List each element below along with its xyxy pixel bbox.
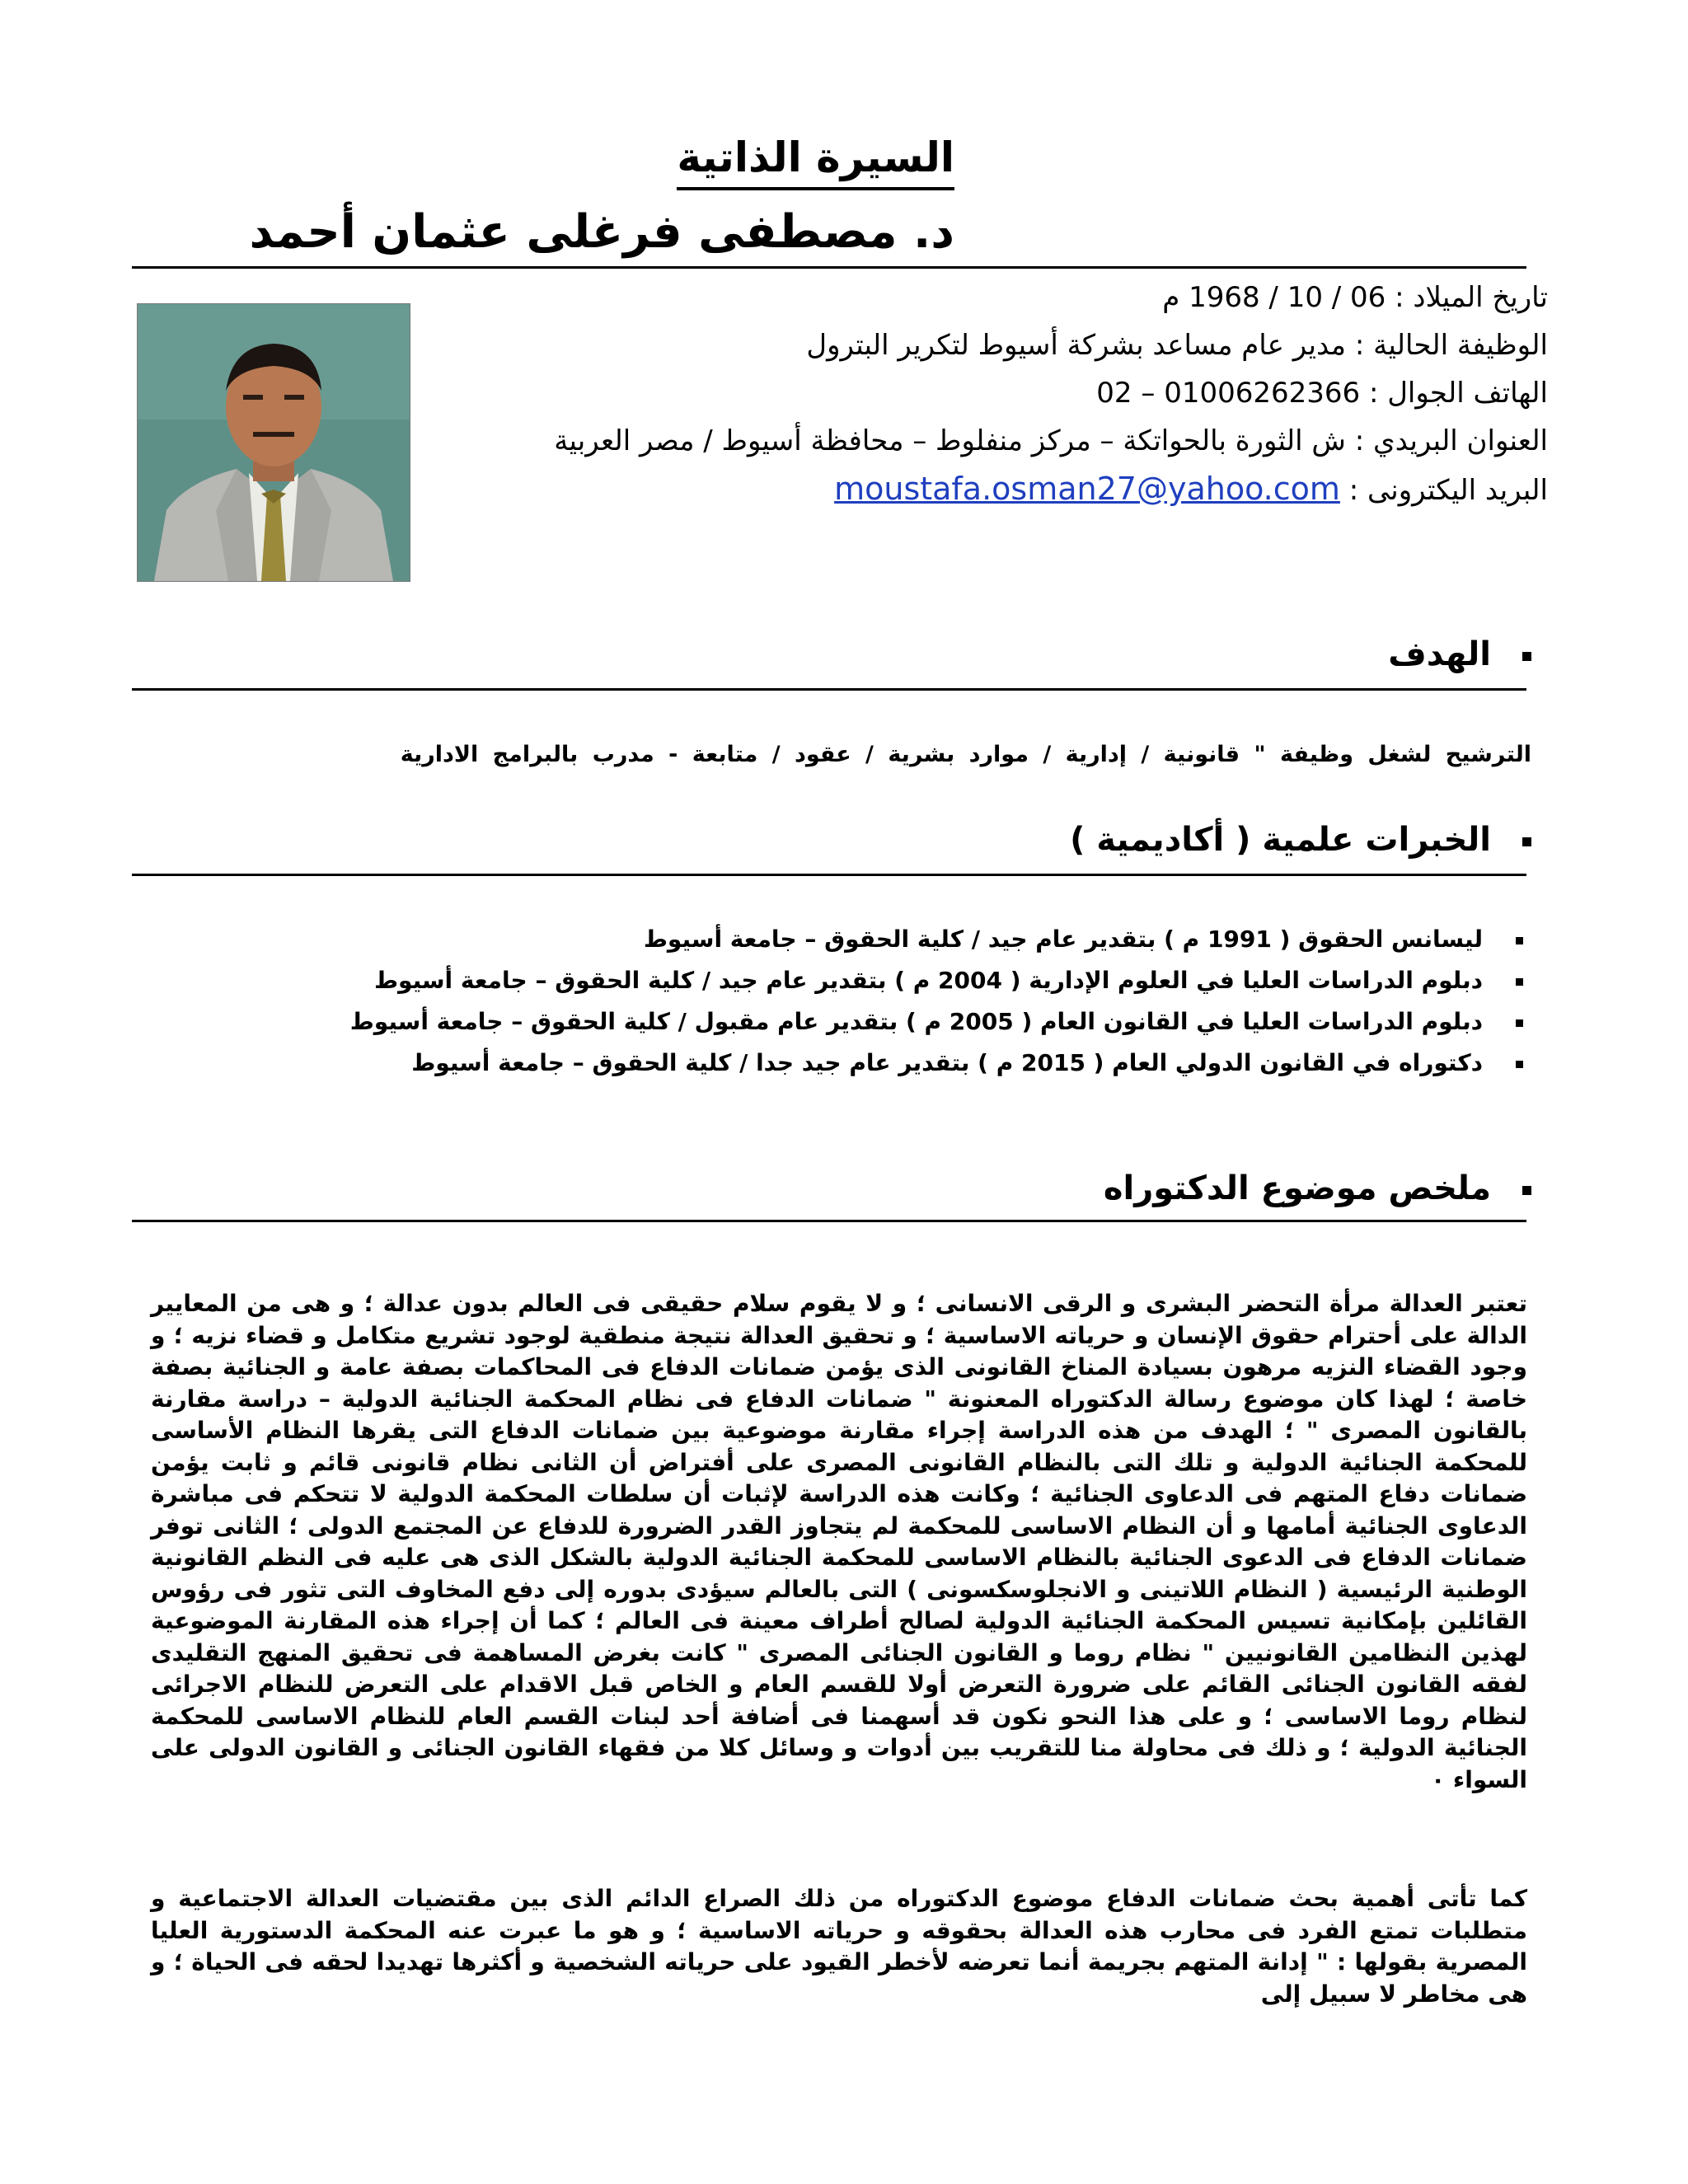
summary-heading [1104,1169,1531,1208]
summary-heading-text: ملخص موضوع الدكتوراه [1103,1169,1491,1207]
education-item-text: دبلوم الدراسات العليا في العلوم الإدارية ( 2004 م ) بتقدير عام جيد / كلية الحقوق – جامعة أسيوط [373,967,1483,994]
summary-paragraph-1: تعتبر العدالة مرأة التحضر البشرى و الرقى الانسانى ؛ و لا يقوم سلام حقيقى فى العالم بدون عدالة ؛ و هى من المعايير الدالة على أحترام حقوق الإنسان و حرياته الاساسية ؛ و تحقيق العدالة نتيجة منطقية لوجود تشريع متكامل و قضاء نزيه ؛ و وجود القضاء النزيه مرهون بسيادة المناخ القانونى الذى يؤمن ضمانات الدفاع فى المحاكمات بصفة عامة و الجنائية بصفة خاصة ؛ لهذا كان موضوع رسالة الدكتوراه المعنونة " ضمانات الدفاع فى نظام المحكمة الجنائية الدولية – دراسة مقارنة بالقانون المصرى " ؛ الهدف من هذه الدراسة إجراء مقارنة موضوعية بين ضمانات الدفاع التى يقرها النظام الأساسى للمحكمة الجنائية الدولية و تلك التى بالنظام القانونى المصرى على أفتراض أن الثانى نظام قانونى قائم و ثابت يؤمن ضمانات دفاع المتهم فى الدعاوى الجنائية ؛ وكانت هذه الدراسة لإثبات أن سلطات المحكمة الدولية لا تتحكم فى مباشرة الدعاوى الجنائية أمامها و أن النظام الاساسى للمحكمة لم يتجاوز القدر الضرورة للدفاع عن المجتمع الدولى ؛ الثانى توفر ضمانات الدفاع فى الدعوى الجنائية بالنظام الاساسى للمحكمة الجنائية الدولية بالشكل الذى هى عليه فى النظم القانونية الوطنية الرئيسية ( النظام اللاتينى و الانجلوسكسونى ) التى بالعالم سيؤدى بدوره إلى دفع المخاوف التى تثور فى رؤوس القائلين بإمكانية تسيس المحكمة الجنائية الدولية لصالح أطراف معينة فى العالم ؛ كما أن إجراء هذه المقارنة الموضوعية لهذين النظامين القانونيين " نظام روما و القانون الجنائى المصرى " كانت بغرض المساهمة فى تحقيق المنهج التقليدى لفقه القانون الجنائى القائم على ضرورة التعرض أولا للقسم العام و الخاص قبل الاقدام على التعرض للنظام الاجرائى لنظام روما الاساسى ؛ و على هذا النحو نكون قد أسهمنا فى أضافة أحد لبنات القسم العام للنظام الاساسى للمحكمة الجنائية الدولية ؛ و ذلك فى محاولة منا للتقريب بين أدوات و وسائل كلا من فقهاء القانون الجنائى و القانون الدولى على السواء ٠ [151,1290,1527,1793]
list-item [287,960,1523,1001]
list-item [287,1001,1523,1043]
current-job-label: الوظيفة الحالية : [1354,329,1548,362]
objective-heading [1388,635,1531,674]
square-bullet-icon [1516,1019,1523,1027]
objective-text: الترشيح لشغل وظيفة " قانونية / إدارية / موارد بشرية / عقود / متابعة - مدرب بالبرامج الادارية [400,742,1531,767]
square-bullet-icon [1522,1186,1531,1195]
square-bullet-icon [1516,937,1523,944]
square-bullet-icon [1522,837,1531,846]
education-item-text: دبلوم الدراسات العليا في القانون العام ( 2005 م ) بتقدير عام مقبول / كلية الحقوق – جامعة أسيوط [349,1008,1483,1035]
education-list [287,919,1523,1084]
education-item-text: دكتوراه في القانون الدولي العام ( 2015 م ) بتقدير عام جيد جدا / كلية الحقوق – جامعة أسيوط [411,1049,1483,1076]
summary-paragraph-2: كما تأتى أهمية بحث ضمانات الدفاع موضوع الدكتوراه من ذلك الصراع الدائم الذى بين مقتضيات العدالة الاجتماعية و متطلبات تمتع الفرد فى محارب هذه العدالة بحقوقه و حرياته الاساسية ؛ و هو ما عبرت عنه المحكمة الدستورية العليا المصرية بقولها : " إدانة المتهم بجريمة أنما تعرضه لأخطر القيود على حرياته الشخصية و أكثرها تهديدا لحقه فى الحياة ؛ و هى مخاطر لا سبيل إلى [151,1885,1527,2008]
phone-label: الهاتف الجوال : [1368,377,1548,410]
education-item-text: ليسانس الحقوق ( 1991 م ) بتقدير عام جيد / كلية الحقوق – جامعة أسيوط [643,926,1483,953]
current-job-row [460,321,1548,369]
square-bullet-icon [1516,978,1523,986]
objective-heading-text: الهدف [1388,635,1491,673]
person-name: د. مصطفى فرغلى عثمان أحمد [249,205,954,259]
education-heading-text: الخبرات علمية ( أكاديمية ) [1070,821,1491,859]
profile-photo [137,303,410,582]
phone-row [460,369,1548,417]
email-row [460,465,1548,514]
document-title: السيرة الذاتية [677,132,954,190]
birth-date-value: 06 / 10 / 1968 م [1162,281,1386,314]
birth-date-row [460,274,1548,321]
birth-date-label: تاريخ الميلاد : [1395,281,1548,314]
address-value: ش الثورة بالحواتكة – مركز منفلوط – محافظة أسيوط / مصر العربية [554,424,1346,457]
header-divider [132,266,1526,269]
address-label: العنوان البريدي : [1354,424,1548,457]
list-item [287,919,1523,960]
education-heading [1070,820,1531,860]
email-link[interactable]: moustafa.osman27@yahoo.com [834,471,1340,507]
contact-block [460,274,1548,514]
phone-value: 01006262366 – 02 [1096,377,1361,410]
summary-divider [132,1220,1526,1222]
address-row [460,417,1548,465]
current-job-value: مدير عام مساعد بشركة أسيوط لتكرير البترول [806,329,1347,362]
email-label: البريد اليكترونى : [1348,474,1548,507]
square-bullet-icon [1516,1061,1523,1068]
education-divider [132,874,1526,876]
list-item [287,1043,1523,1084]
square-bullet-icon [1522,652,1531,661]
objective-divider [132,688,1526,691]
